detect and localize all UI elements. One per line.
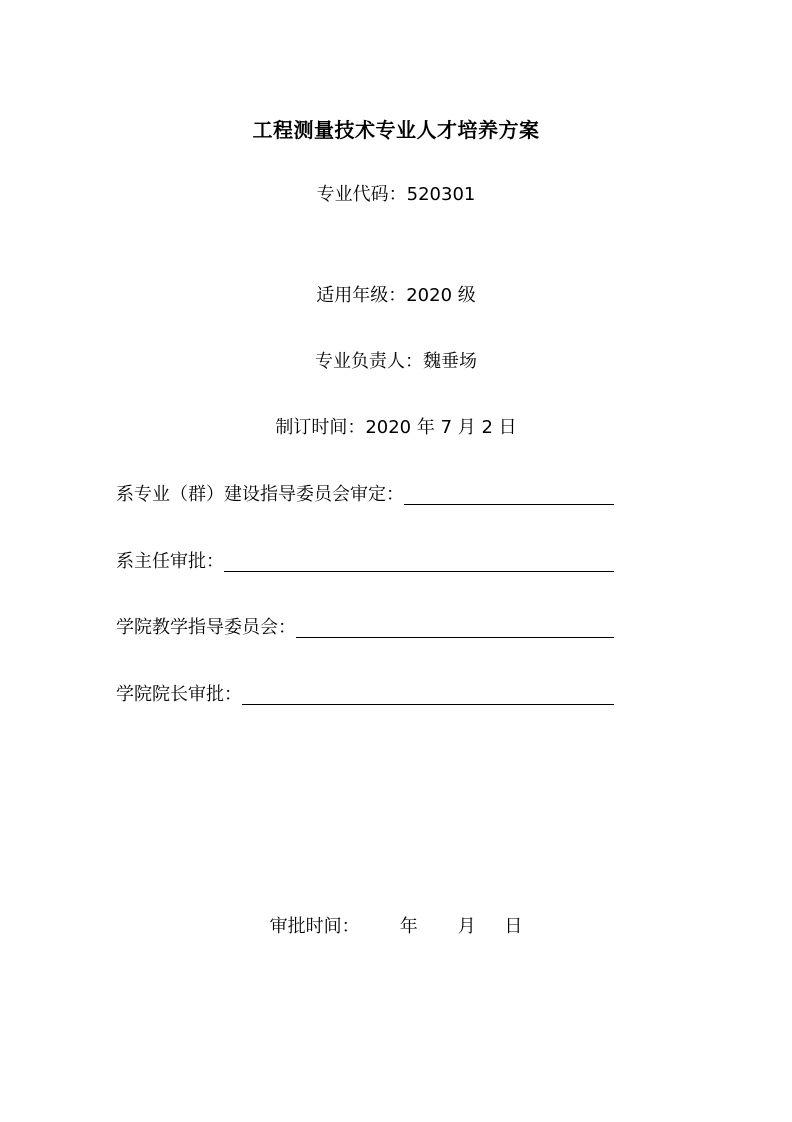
approval-label: 审批时间： bbox=[269, 916, 360, 937]
approval-day: 日 bbox=[504, 916, 523, 937]
major-code: 专业代码：520301 bbox=[316, 184, 476, 205]
signature-label: 系主任审批： bbox=[116, 551, 224, 572]
approval-year: 年 bbox=[399, 916, 418, 937]
signature-label: 学院教学指导委员会： bbox=[116, 617, 296, 638]
approval-date-row bbox=[0, 914, 792, 940]
signature-line bbox=[296, 617, 614, 638]
signature-line bbox=[404, 484, 614, 505]
signature-line bbox=[242, 684, 614, 705]
signature-row-department-head bbox=[116, 549, 614, 575]
signature-row-president bbox=[116, 682, 614, 708]
signature-row-teaching-committee bbox=[116, 615, 614, 641]
applicable-grade: 适用年级：2020 级 bbox=[316, 285, 476, 306]
signature-label: 系专业（群）建设指导委员会审定： bbox=[116, 484, 404, 505]
document-title: 工程测量技术专业人才培养方案 bbox=[252, 118, 540, 142]
signature-label: 学院院长审批： bbox=[116, 684, 242, 705]
signature-row-committee bbox=[116, 482, 614, 508]
formulation-date: 制订时间：2020 年 7 月 2 日 bbox=[275, 417, 517, 438]
signature-line bbox=[224, 551, 614, 572]
approval-month: 月 bbox=[457, 916, 476, 937]
major-leader: 专业负责人：魏垂场 bbox=[315, 351, 477, 372]
